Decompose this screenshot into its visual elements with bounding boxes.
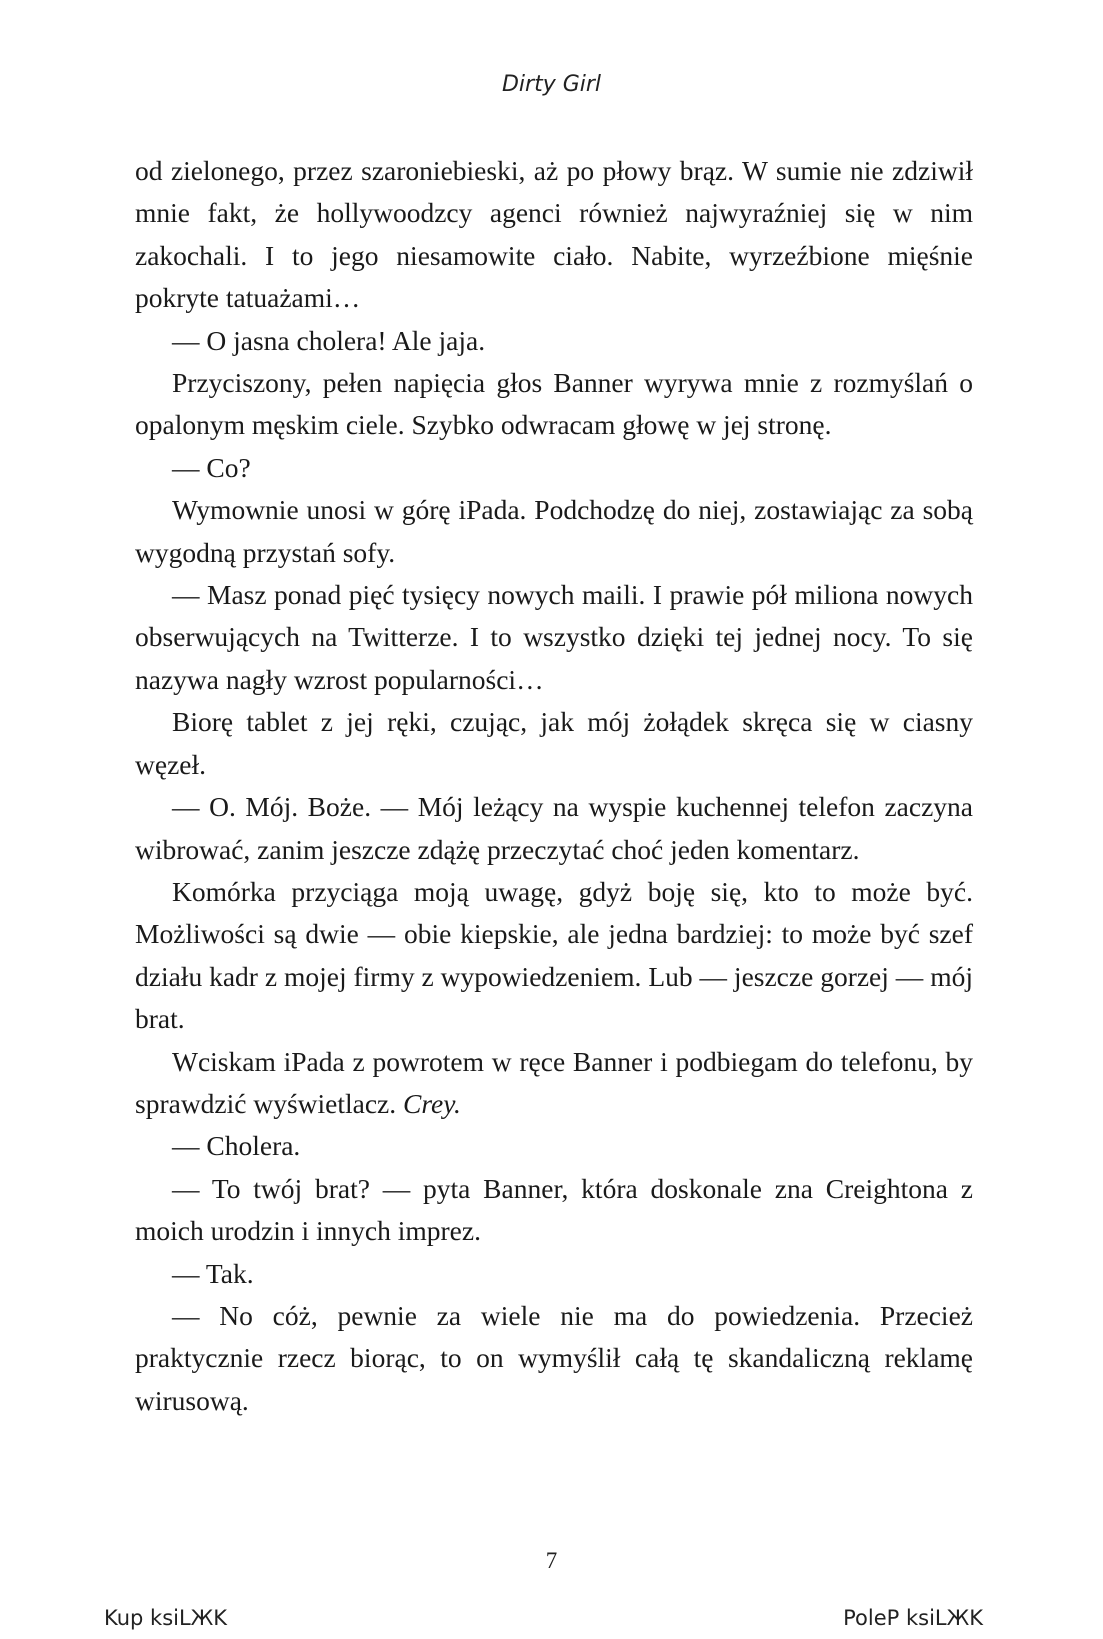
running-head: Dirty Girl (501, 72, 602, 97)
paragraph-text: Wciskam iPada z powrotem w ręce Banner i podbiegam do telefonu, by sprawdzić wyświetlacz. (135, 1045, 973, 1119)
buy-book-link[interactable]: Kup ksiLЖK (104, 1606, 228, 1630)
paragraph: — Cholera. (172, 1130, 301, 1162)
paragraph: — O jasna cholera! Ale jaja. (172, 324, 486, 356)
paragraph: od zielonego, przez szaroniebieski, aż po płowy brąz. W sumie nie zdziwił mnie fakt, że hollywoodzcy agenci również najwyraźniej się w nim zakochali. I to jego niesamowite ciało. Nabite, wyrzeźbione mięśnie pokryte tatuażami… (135, 155, 973, 314)
body-text (135, 150, 973, 1422)
paragraph: — Co? (172, 451, 251, 483)
paragraph: — Masz ponad pięć tysięcy nowych maili. I prawie pół miliona nowych obserwujących na Twitterze. I to wszystko dzięki tej jednej nocy. To się nazywa nagły wzrost popularności… (135, 579, 973, 695)
paragraph: Biorę tablet z jej ręki, czując, jak mój żołądek skręca się w ciasny węzeł. (135, 706, 973, 780)
paragraph: Wymownie unosi w górę iPada. Podchodzę do niej, zostawiając za sobą wygodną przystań sofy. (135, 494, 973, 568)
paragraph (135, 1041, 973, 1126)
page-number: 7 (545, 1548, 558, 1573)
paragraph: Przyciszony, pełen napięcia głos Banner wyrywa mnie z rozmyślań o opalonym męskim ciele. Szybko odwracam głowę w jej stronę. (135, 367, 973, 441)
paragraph: — No cóż, pewnie za wiele nie ma do powiedzenia. Przecież praktycznie rzecz biorąc, to on wymyślił całą tę skandaliczną reklamę wirusową. (135, 1299, 973, 1416)
paragraph: Komórka przyciąga moją uwagę, gdyż boję się, kto to może być. Możliwości są dwie — obie kiepskie, ale jedna bardziej: to może być szef działu kadr z mojej firmy z wypowiedzeniem. Lub — jeszcze gorzej — mój brat. (135, 875, 973, 1035)
paragraph: — Tak. (172, 1257, 254, 1289)
paragraph: — O. Mój. Boże. — Mój leżący na wyspie kuchennej telefon zaczyna wibrować, zanim jeszcze zdążę przeczytać choć jeden komentarz. (135, 791, 973, 865)
paragraph: — To twój brat? — pyta Banner, która doskonale zna Creightona z moich urodzin i innych imprez. (135, 1172, 973, 1247)
emphasis: Crey. (403, 1087, 461, 1119)
recommend-book-link[interactable]: PoleP ksiLЖK (843, 1606, 983, 1630)
